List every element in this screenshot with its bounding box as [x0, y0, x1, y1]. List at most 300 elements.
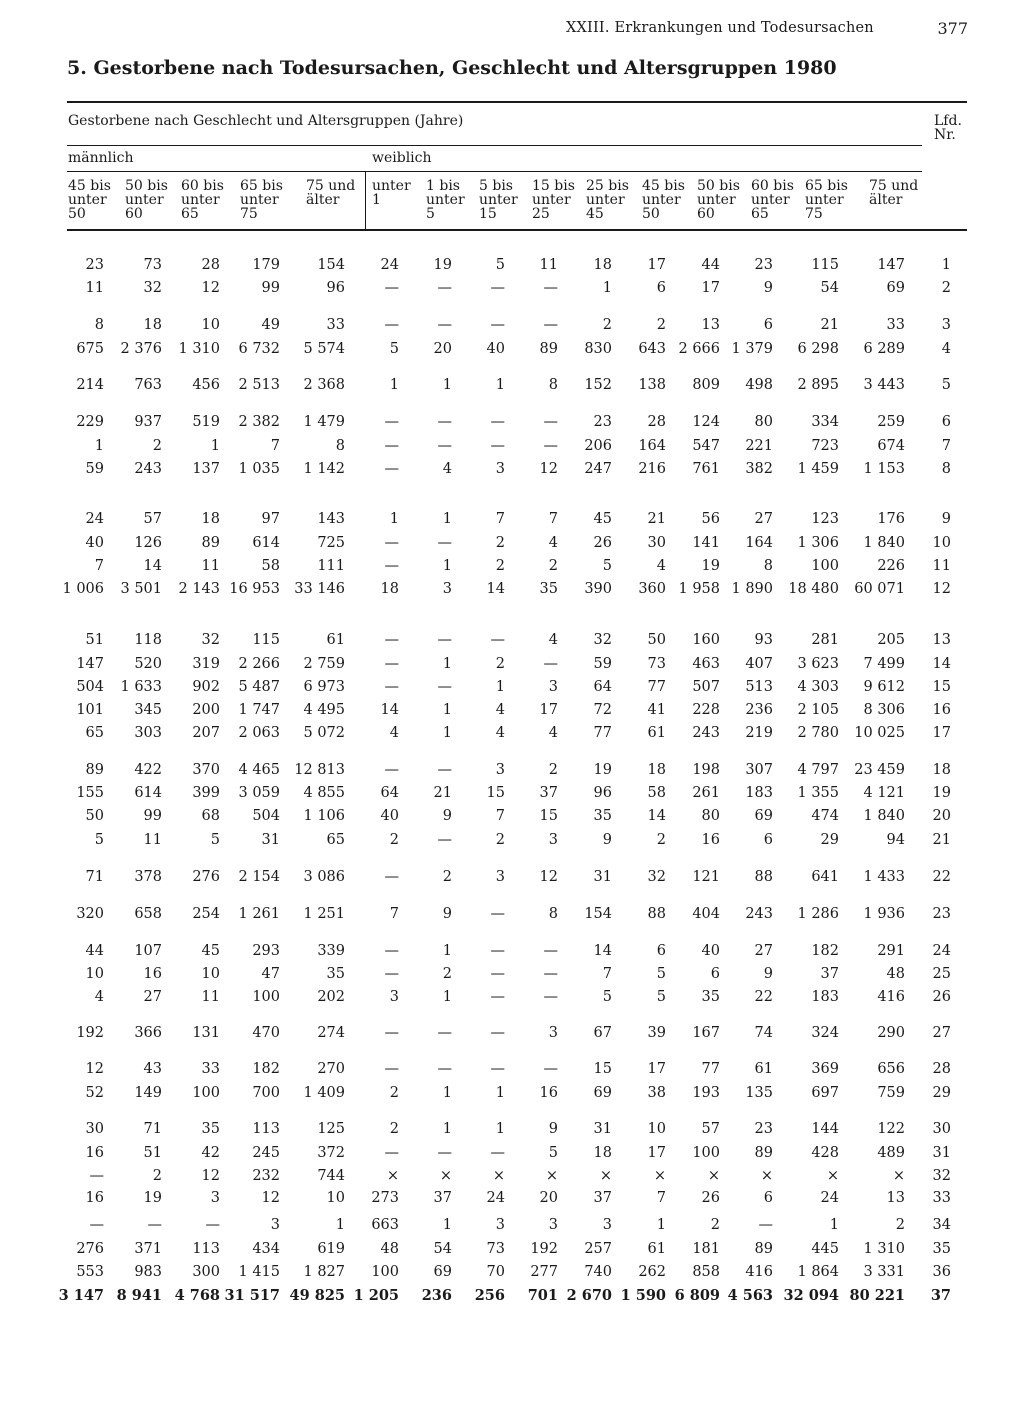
table-cell: 60 071: [854, 581, 905, 597]
table-cell: —: [490, 1025, 505, 1041]
table-cell: 1: [829, 1217, 839, 1233]
table-cell: 45: [201, 943, 220, 959]
table-cell: 12 813: [294, 762, 345, 778]
table-cell: —: [437, 280, 452, 296]
column-header: 50 bis unter 60: [697, 178, 740, 222]
table-cell: 31 517: [224, 1287, 280, 1304]
table-cell: 26: [701, 1190, 720, 1206]
table-cell: 2: [548, 762, 558, 778]
table-cell: —: [437, 438, 452, 454]
table-cell: 324: [811, 1025, 839, 1041]
table-cell: 1: [442, 1121, 452, 1137]
table-cell: 12: [85, 1061, 104, 1077]
table-cell: 390: [584, 581, 612, 597]
table-cell: 12: [201, 280, 220, 296]
table-cell: 3: [548, 1025, 558, 1041]
table-cell: 32: [593, 632, 612, 648]
table-cell: 12: [539, 869, 558, 885]
table-cell: —: [490, 317, 505, 333]
table-cell: 89: [201, 535, 220, 551]
table-cell: 72: [593, 702, 612, 718]
total-row: [0, 1287, 1024, 1307]
table-cell: 96: [593, 785, 612, 801]
table-cell: 1: [602, 280, 612, 296]
table-cell: 12: [539, 461, 558, 477]
row-number: 24: [932, 943, 951, 959]
table-cell: 983: [134, 1264, 162, 1280]
table-cell: 1: [442, 656, 452, 672]
table-cell: —: [543, 317, 558, 333]
table-cell: 49: [261, 317, 280, 333]
table-cell: 23: [593, 414, 612, 430]
table-cell: 23: [85, 257, 104, 273]
table-cell: 37: [433, 1190, 452, 1206]
table-cell: 149: [134, 1085, 162, 1101]
table-cell: 59: [593, 656, 612, 672]
table-cell: 20: [539, 1190, 558, 1206]
table-cell: ×: [760, 1168, 773, 1184]
table-cell: —: [490, 943, 505, 959]
table-cell: 261: [692, 785, 720, 801]
table-cell: 28: [201, 257, 220, 273]
table-cell: 245: [252, 1145, 280, 1161]
table-cell: 614: [134, 785, 162, 801]
table-cell: 18 480: [788, 581, 839, 597]
table-row: [0, 535, 1024, 555]
table-cell: 3 086: [303, 869, 345, 885]
table-cell: —: [384, 280, 399, 296]
table-row: [0, 1145, 1024, 1165]
table-cell: 11: [539, 257, 558, 273]
table-cell: —: [384, 1025, 399, 1041]
table-cell: 504: [76, 679, 104, 695]
column-header: 65 bis unter 75: [240, 178, 283, 222]
table-cell: 2 105: [797, 702, 839, 718]
table-cell: 33: [326, 317, 345, 333]
table-cell: 43: [143, 1061, 162, 1077]
table-cell: —: [543, 438, 558, 454]
table-cell: 763: [134, 377, 162, 393]
table-cell: 16: [143, 966, 162, 982]
table-cell: 273: [371, 1190, 399, 1206]
table-row: [0, 1241, 1024, 1261]
table-cell: 5 072: [303, 725, 345, 741]
table-cell: 3: [548, 1217, 558, 1233]
table-cell: 4 465: [238, 762, 280, 778]
table-cell: 70: [486, 1264, 505, 1280]
column-header: 1 bis unter 5: [426, 178, 465, 222]
row-number: 25: [932, 966, 951, 982]
table-cell: 1 261: [238, 906, 280, 922]
table-cell: 58: [261, 558, 280, 574]
table-cell: 113: [192, 1241, 220, 1257]
table-cell: 54: [820, 280, 839, 296]
table-cell: 183: [811, 989, 839, 1005]
table-title: 5. Gestorbene nach Todesursachen, Geschlecht und Altersgruppen 1980: [67, 57, 837, 79]
column-header: 60 bis unter 65: [181, 178, 224, 222]
table-cell: 1 205: [353, 1287, 399, 1304]
table-cell: 40: [85, 535, 104, 551]
table-cell: 247: [584, 461, 612, 477]
table-cell: 31: [261, 832, 280, 848]
table-cell: 16: [701, 832, 720, 848]
table-cell: 28: [647, 414, 666, 430]
table-cell: 723: [811, 438, 839, 454]
table-cell: 3: [442, 581, 452, 597]
row-number: 35: [932, 1241, 951, 1257]
table-cell: 32: [143, 280, 162, 296]
table-row: [0, 377, 1024, 397]
table-cell: —: [490, 438, 505, 454]
table-cell: ×: [707, 1168, 720, 1184]
column-header: 65 bis unter 75: [805, 178, 848, 222]
table-cell: 1 936: [863, 906, 905, 922]
table-row: [0, 1190, 1024, 1210]
table-cell: 154: [317, 257, 345, 273]
table-cell: 41: [647, 702, 666, 718]
row-number: 33: [932, 1190, 951, 1206]
table-cell: 243: [745, 906, 773, 922]
table-cell: 1 633: [120, 679, 162, 695]
table-cell: 8 941: [116, 1287, 162, 1304]
table-cell: —: [543, 989, 558, 1005]
table-cell: —: [205, 1217, 220, 1233]
table-cell: 4: [495, 702, 505, 718]
table-row: [0, 511, 1024, 531]
table-cell: 19: [143, 1190, 162, 1206]
table-cell: 181: [692, 1241, 720, 1257]
table-cell: 56: [701, 511, 720, 527]
table-cell: 89: [539, 341, 558, 357]
table-cell: 1 590: [620, 1287, 666, 1304]
table-cell: 744: [317, 1168, 345, 1184]
table-cell: 9: [602, 832, 612, 848]
row-number: 3: [941, 317, 951, 333]
table-cell: 164: [638, 438, 666, 454]
table-cell: 45: [593, 511, 612, 527]
table-cell: 8: [335, 438, 345, 454]
table-cell: 30: [647, 535, 666, 551]
table-cell: 12: [261, 1190, 280, 1206]
table-cell: 100: [252, 989, 280, 1005]
column-header: 5 bis unter 15: [479, 178, 518, 222]
table-cell: 291: [877, 943, 905, 959]
table-cell: 193: [692, 1085, 720, 1101]
table-cell: 101: [76, 702, 104, 718]
table-cell: 15: [486, 785, 505, 801]
table-cell: 77: [593, 725, 612, 741]
table-cell: 1: [442, 725, 452, 741]
table-cell: 107: [134, 943, 162, 959]
table-cell: 319: [192, 656, 220, 672]
table-cell: —: [543, 414, 558, 430]
table-cell: 21: [433, 785, 452, 801]
table-cell: 37: [820, 966, 839, 982]
table-cell: 1 747: [238, 702, 280, 718]
table-cell: 18: [593, 257, 612, 273]
row-number: 5: [941, 377, 951, 393]
table-cell: ×: [439, 1168, 452, 1184]
table-cell: 89: [85, 762, 104, 778]
row-number: 32: [932, 1168, 951, 1184]
table-cell: 1 890: [731, 581, 773, 597]
table-cell: ×: [386, 1168, 399, 1184]
table-cell: 17: [647, 1145, 666, 1161]
table-cell: —: [384, 558, 399, 574]
row-number: 7: [941, 438, 951, 454]
table-cell: 69: [754, 808, 773, 824]
table-cell: 71: [85, 869, 104, 885]
table-cell: 13: [701, 317, 720, 333]
table-cell: 5 574: [303, 341, 345, 357]
table-cell: —: [758, 1217, 773, 1233]
table-cell: 1 142: [303, 461, 345, 477]
group-rule: [67, 145, 922, 146]
table-cell: 334: [811, 414, 839, 430]
table-cell: 59: [85, 461, 104, 477]
table-cell: —: [490, 906, 505, 922]
table-row: [0, 906, 1024, 926]
table-cell: 143: [317, 511, 345, 527]
table-cell: 9 612: [863, 679, 905, 695]
table-cell: 489: [877, 1145, 905, 1161]
table-cell: —: [384, 317, 399, 333]
table-cell: 2: [602, 317, 612, 333]
table-cell: 27: [754, 511, 773, 527]
table-cell: 192: [530, 1241, 558, 1257]
table-cell: 2 376: [120, 341, 162, 357]
table-cell: 6 973: [303, 679, 345, 695]
table-cell: —: [147, 1217, 162, 1233]
table-cell: 303: [134, 725, 162, 741]
table-cell: —: [384, 656, 399, 672]
table-cell: 11: [143, 832, 162, 848]
row-number: 34: [932, 1217, 951, 1233]
table-cell: 372: [317, 1145, 345, 1161]
table-cell: 65: [85, 725, 104, 741]
table-cell: 69: [593, 1085, 612, 1101]
table-cell: 26: [593, 535, 612, 551]
table-cell: 44: [701, 257, 720, 273]
table-cell: 4: [548, 535, 558, 551]
table-cell: 7: [270, 438, 280, 454]
table-cell: 4: [548, 632, 558, 648]
table-cell: 422: [134, 762, 162, 778]
row-number: 27: [932, 1025, 951, 1041]
table-cell: 160: [692, 632, 720, 648]
table-cell: —: [89, 1168, 104, 1184]
table-cell: —: [543, 943, 558, 959]
table-cell: 122: [877, 1121, 905, 1137]
table-cell: 138: [638, 377, 666, 393]
table-cell: 24: [486, 1190, 505, 1206]
table-row: [0, 725, 1024, 745]
table-row: [0, 1121, 1024, 1141]
table-cell: 88: [754, 869, 773, 885]
table-cell: 243: [692, 725, 720, 741]
table-cell: 1: [442, 377, 452, 393]
table-cell: 97: [261, 511, 280, 527]
table-cell: 274: [317, 1025, 345, 1041]
table-cell: —: [384, 869, 399, 885]
table-cell: 307: [745, 762, 773, 778]
row-number: 28: [932, 1061, 951, 1077]
column-header: 75 und älter: [306, 178, 356, 208]
table-cell: 69: [886, 280, 905, 296]
table-row: [0, 341, 1024, 361]
table-cell: 259: [877, 414, 905, 430]
table-cell: 293: [252, 943, 280, 959]
table-cell: 198: [692, 762, 720, 778]
table-cell: 61: [647, 1241, 666, 1257]
table-cell: 47: [261, 966, 280, 982]
table-row: [0, 280, 1024, 300]
table-cell: 456: [192, 377, 220, 393]
table-cell: 176: [877, 511, 905, 527]
table-cell: 80: [701, 808, 720, 824]
table-cell: 1 106: [303, 808, 345, 824]
row-number: 4: [941, 341, 951, 357]
table-cell: 1 006: [62, 581, 104, 597]
table-cell: 1 433: [863, 869, 905, 885]
table-cell: 513: [745, 679, 773, 695]
table-cell: 38: [647, 1085, 666, 1101]
table-cell: 675: [76, 341, 104, 357]
table-cell: —: [384, 943, 399, 959]
table-row: [0, 1264, 1024, 1284]
row-number: 11: [932, 558, 951, 574]
table-cell: 674: [877, 438, 905, 454]
table-cell: 27: [143, 989, 162, 1005]
table-cell: 144: [811, 1121, 839, 1137]
table-cell: 182: [811, 943, 839, 959]
table-cell: 33: [886, 317, 905, 333]
table-cell: 111: [317, 558, 345, 574]
table-cell: 17: [647, 1061, 666, 1077]
table-cell: 366: [134, 1025, 162, 1041]
table-row: [0, 702, 1024, 722]
table-cell: 3: [270, 1217, 280, 1233]
table-cell: 1: [495, 1121, 505, 1137]
table-cell: —: [437, 632, 452, 648]
table-row: [0, 581, 1024, 601]
table-cell: 4 495: [303, 702, 345, 718]
table-cell: 16: [85, 1145, 104, 1161]
table-cell: 1 415: [238, 1264, 280, 1280]
table-cell: 1 286: [797, 906, 839, 922]
table-cell: 40: [380, 808, 399, 824]
table-row: [0, 317, 1024, 337]
table-cell: 125: [317, 1121, 345, 1137]
table-cell: 2 063: [238, 725, 280, 741]
table-cell: 19: [433, 257, 452, 273]
table-cell: 18: [201, 511, 220, 527]
table-cell: 360: [638, 581, 666, 597]
table-cell: 50: [85, 808, 104, 824]
table-cell: 6: [763, 832, 773, 848]
row-number: 30: [932, 1121, 951, 1137]
table-cell: —: [384, 535, 399, 551]
table-cell: 1: [495, 679, 505, 695]
table-cell: 7 499: [863, 656, 905, 672]
table-cell: —: [490, 632, 505, 648]
row-number: 10: [932, 535, 951, 551]
table-cell: 3: [495, 869, 505, 885]
table-cell: 64: [380, 785, 399, 801]
table-cell: 416: [877, 989, 905, 1005]
table-cell: 470: [252, 1025, 280, 1041]
table-cell: 1: [442, 702, 452, 718]
table-cell: 10: [647, 1121, 666, 1137]
table-cell: 30: [85, 1121, 104, 1137]
table-cell: 8 306: [863, 702, 905, 718]
table-cell: 1 035: [238, 461, 280, 477]
table-cell: 6 289: [863, 341, 905, 357]
sex-divider: [365, 171, 366, 230]
table-cell: 23: [754, 1121, 773, 1137]
table-cell: 1 479: [303, 414, 345, 430]
column-header: 50 bis unter 60: [125, 178, 168, 222]
table-cell: 167: [692, 1025, 720, 1041]
table-cell: 1: [495, 377, 505, 393]
table-cell: —: [384, 461, 399, 477]
table-cell: 5: [602, 989, 612, 1005]
table-cell: 17: [539, 702, 558, 718]
table-cell: 1 310: [863, 1241, 905, 1257]
table-cell: 40: [486, 341, 505, 357]
table-cell: 10 025: [854, 725, 905, 741]
table-cell: 4 797: [797, 762, 839, 778]
table-cell: 21: [820, 317, 839, 333]
table-cell: 14: [593, 943, 612, 959]
row-number: 18: [932, 762, 951, 778]
table-cell: 205: [877, 632, 905, 648]
table-cell: 5: [210, 832, 220, 848]
sex-rule: [67, 171, 922, 172]
table-cell: —: [384, 632, 399, 648]
table-cell: 192: [76, 1025, 104, 1041]
table-cell: 345: [134, 702, 162, 718]
table-cell: 14: [143, 558, 162, 574]
table-cell: 1: [442, 511, 452, 527]
table-cell: 126: [134, 535, 162, 551]
table-cell: 11: [85, 280, 104, 296]
table-cell: 16: [85, 1190, 104, 1206]
table-cell: 73: [647, 656, 666, 672]
table-cell: 4: [656, 558, 666, 574]
table-cell: 1 355: [797, 785, 839, 801]
table-cell: 507: [692, 679, 720, 695]
row-number: 1: [941, 257, 951, 273]
table-cell: 52: [85, 1085, 104, 1101]
table-cell: 3: [389, 989, 399, 1005]
table-cell: —: [437, 762, 452, 778]
table-cell: 64: [593, 679, 612, 695]
table-cell: —: [384, 414, 399, 430]
table-cell: ×: [599, 1168, 612, 1184]
table-row: [0, 785, 1024, 805]
table-cell: 182: [252, 1061, 280, 1077]
table-cell: 13: [886, 1190, 905, 1206]
table-cell: 700: [252, 1085, 280, 1101]
row-number: 36: [932, 1264, 951, 1280]
table-cell: 2 780: [797, 725, 839, 741]
table-cell: 61: [326, 632, 345, 648]
table-cell: 663: [371, 1217, 399, 1233]
page-number: 377: [937, 19, 968, 38]
table-cell: 697: [811, 1085, 839, 1101]
table-cell: 207: [192, 725, 220, 741]
